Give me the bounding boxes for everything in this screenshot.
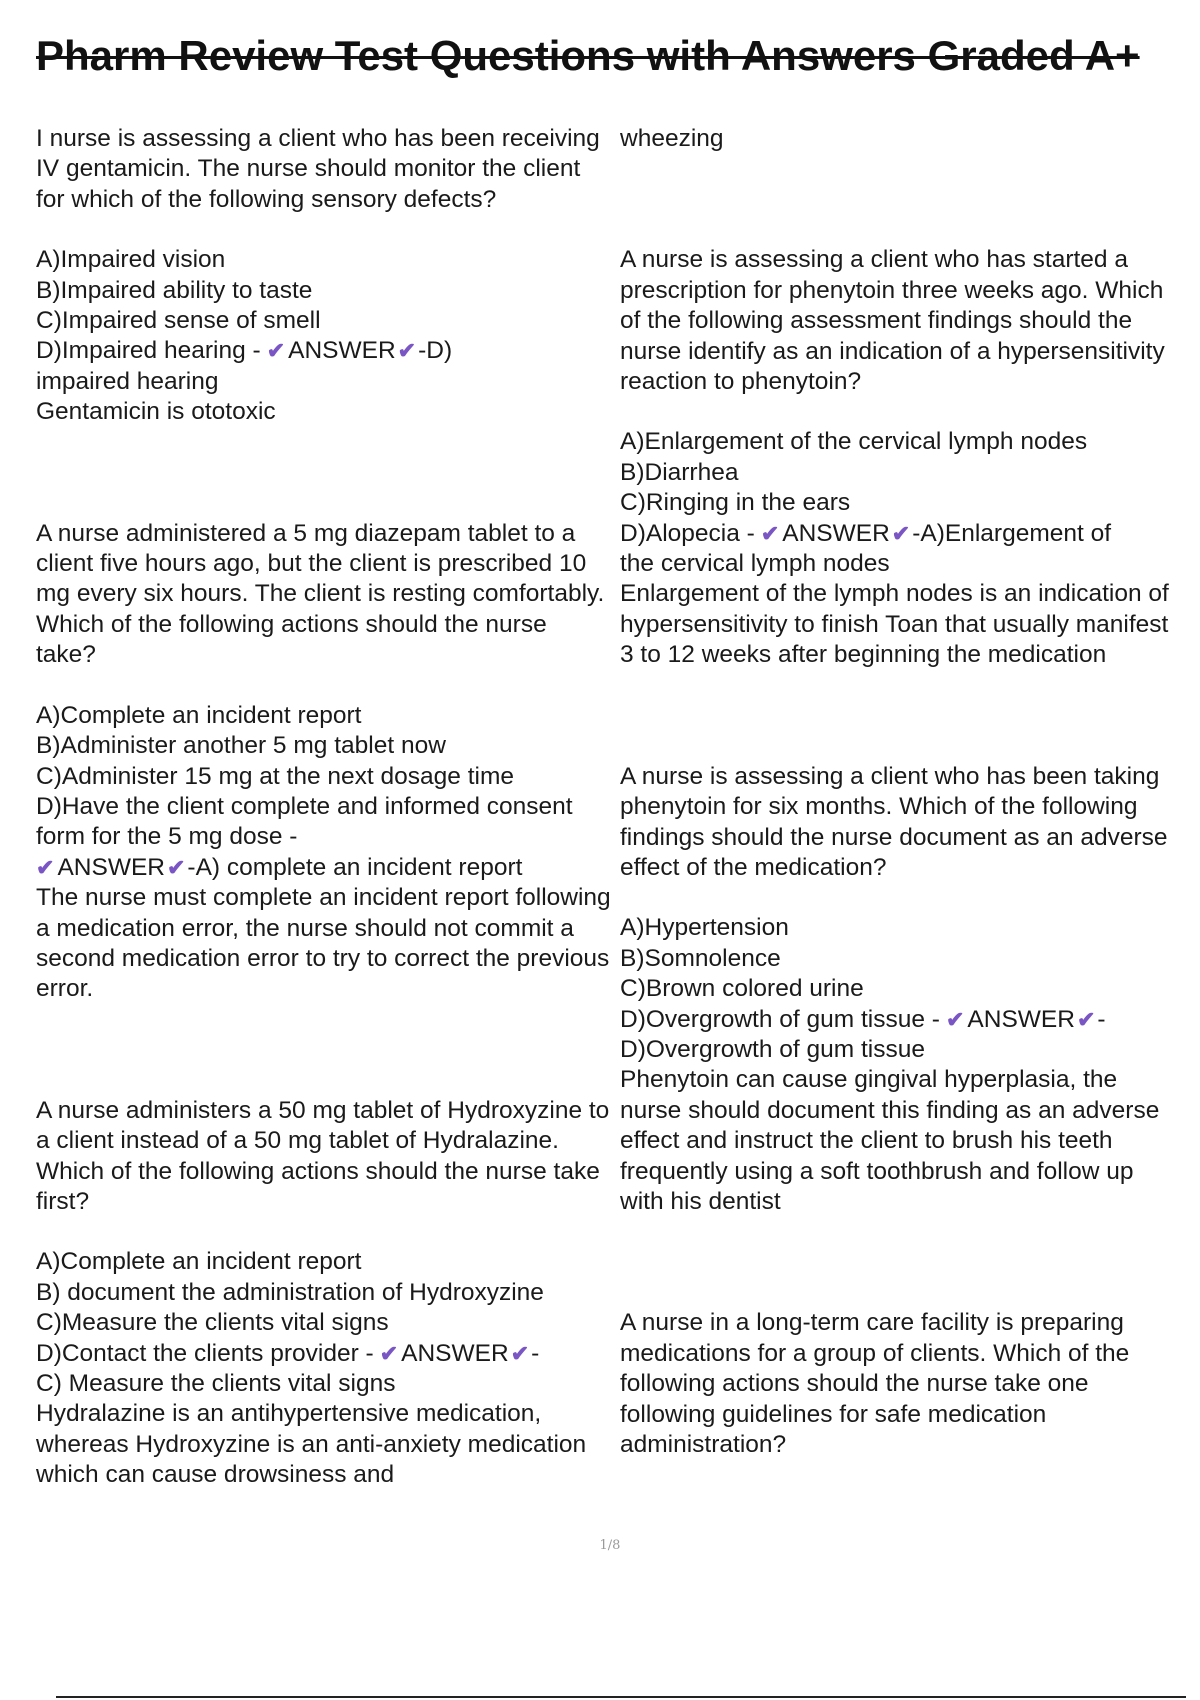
rationale-text: The nurse must complete an incident report following a medication error, the nurse should not commit a second medication error to try to correct the previous error. — [36, 884, 611, 1003]
option-d: D)Impaired hearing - — [36, 337, 261, 365]
answer-options — [36, 701, 611, 1005]
option-b: B)Impaired ability to taste — [36, 276, 313, 304]
page-number: 1/8 — [599, 1538, 621, 1553]
question-block-4 — [620, 245, 1180, 670]
option-c: C)Administer 15 mg at the next dosage time — [36, 762, 514, 790]
answer-options — [36, 245, 611, 427]
option-b: B) document the administration of Hydroxyzine — [36, 1278, 544, 1306]
answer-options — [620, 913, 1180, 1217]
option-a: A)Impaired vision — [36, 246, 226, 274]
answer-text: -A) complete an incident report — [187, 853, 523, 881]
page-divider — [56, 1696, 1186, 1698]
check-icon: ✔ — [36, 854, 55, 880]
question-text: A nurse administered a 5 mg diazepam tablet to a client five hours ago, but the client is prescribed 10 mg every six hours. The client is resting comfortably. Which of the following actions should the nurse take? — [36, 519, 605, 669]
answer-text: - — [1097, 1005, 1106, 1033]
question-block-1 — [36, 124, 611, 428]
check-icon: ✔ — [166, 854, 186, 880]
answer-label: ANSWER — [288, 337, 396, 365]
question-block-5 — [620, 762, 1180, 1218]
option-a: A)Complete an incident report — [36, 701, 362, 729]
question-text: A nurse is assessing a client who has been taking phenytoin for six months. Which of the following findings should the nurse document as an adverse effect of the medication? — [620, 762, 1168, 881]
option-d: D)Contact the clients provider - — [36, 1339, 374, 1367]
rationale-text: Gentamicin is ototoxic — [36, 398, 276, 426]
option-c: C)Measure the clients vital signs — [36, 1309, 389, 1337]
option-d-with-answer — [36, 1339, 611, 1369]
check-icon: ✔ — [510, 1340, 530, 1366]
answer-line — [36, 853, 611, 883]
check-icon: ✔ — [397, 338, 417, 364]
option-c: C)Ringing in the ears — [620, 489, 851, 517]
question-text: I nurse is assessing a client who has been receiving IV gentamicin. The nurse should monitor the client for which of the following sensory defects? — [36, 125, 600, 213]
check-icon: ✔ — [379, 1340, 399, 1366]
option-a: A)Complete an incident report — [36, 1248, 362, 1276]
answer-continuation: D)Overgrowth of gum tissue — [620, 1035, 925, 1063]
option-d: D)Overgrowth of gum tissue - — [620, 1005, 940, 1033]
answer-continuation: C) Measure the clients vital signs — [36, 1370, 396, 1397]
question-text: A nurse administers a 50 mg tablet of Hydroxyzine to a client instead of a 50 mg tablet of Hydralazine. Which of the following actions should the nurse take first? — [36, 1096, 610, 1215]
option-d-with-answer — [620, 1005, 1180, 1035]
question-text: A nurse in a long-term care facility is preparing medications for a group of clients. Which of the following actions should the nurse take one following guidelines for safe medication administration? — [620, 1309, 1130, 1458]
option-a: A)Hypertension — [620, 914, 789, 942]
option-b: B)Somnolence — [620, 944, 781, 972]
right-column — [620, 124, 1180, 1460]
answer-text: -A)Enlargement of — [912, 519, 1112, 547]
question-block-6 — [620, 1308, 1180, 1460]
answer-text: - — [531, 1339, 540, 1367]
check-icon: ✔ — [891, 520, 911, 546]
check-icon: ✔ — [760, 520, 780, 546]
answer-text: -D) — [418, 337, 453, 365]
answer-label: ANSWER — [57, 853, 165, 881]
question-block-2 — [36, 519, 611, 1005]
option-d-with-answer — [36, 336, 611, 366]
option-c: C)Impaired sense of smell — [36, 307, 321, 335]
option-b: B)Administer another 5 mg tablet now — [36, 732, 446, 760]
option-d: D)Have the client complete and informed consent form for the 5 mg dose - — [36, 792, 573, 851]
rationale-text: Hydralazine is an antihypertensive medication, whereas Hydroxyzine is an anti-anxiety medication which can cause drowsiness and — [36, 1400, 587, 1489]
answer-continuation: impaired hearing — [36, 367, 219, 395]
check-icon: ✔ — [1076, 1006, 1096, 1032]
left-column — [36, 124, 611, 1491]
question-block-3 — [36, 1096, 611, 1491]
check-icon: ✔ — [945, 1006, 965, 1032]
answer-label: ANSWER — [782, 519, 890, 547]
option-a: A)Enlargement of the cervical lymph nodes — [620, 428, 1088, 456]
document-title: Pharm Review Test Questions with Answers Graded A+ — [36, 32, 1140, 79]
question-text: A nurse is assessing a client who has started a prescription for phenytoin three weeks ago. Which of the following assessment findings should the nurse identify as an indication of a hypersensitivity reaction to phenytoin? — [620, 246, 1165, 396]
answer-options — [36, 1247, 611, 1490]
answer-options — [620, 427, 1180, 670]
option-d: D)Alopecia - — [620, 519, 755, 547]
answer-label: ANSWER — [967, 1005, 1075, 1033]
rationale-text: Phenytoin can cause gingival hyperplasia, the nurse should document this finding as an adverse effect and instruct the client to brush his teeth frequently using a soft toothbrush and follow up with his dentist — [620, 1066, 1160, 1215]
rationale-text: Enlargement of the lymph nodes is an indication of hypersensitivity to finish Toan that usually manifest 3 to 12 weeks after beginning the medication — [620, 580, 1169, 669]
option-d-with-answer — [620, 519, 1180, 549]
option-c: C)Brown colored urine — [620, 975, 864, 1003]
check-icon: ✔ — [266, 338, 286, 364]
continued-text: wheezing — [620, 125, 724, 152]
answer-continuation: the cervical lymph nodes — [620, 550, 890, 578]
answer-label: ANSWER — [401, 1339, 509, 1367]
option-b: B)Diarrhea — [620, 458, 739, 486]
